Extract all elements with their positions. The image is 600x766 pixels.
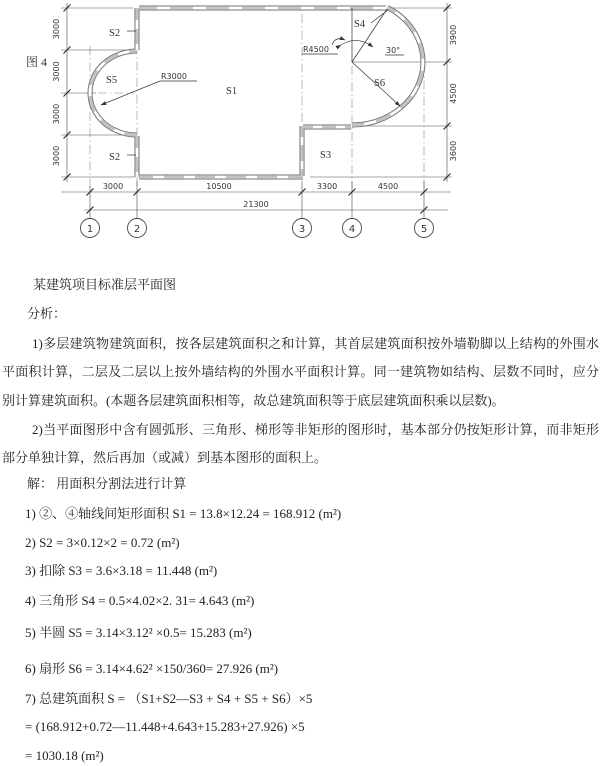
dim-bottom-2: 10500 [206, 182, 232, 191]
region-labels [26, 19, 400, 163]
axis-1: 1 [86, 223, 94, 235]
annotation-leaders [101, 8, 404, 155]
floor-plan-figure [0, 0, 600, 262]
label-s6: S6 [374, 78, 386, 89]
solution-step-7: 7) 总建筑面积 S = （S1+S2—S3 + S4 + S5 + S6）×5 [25, 691, 313, 706]
solution-step-3: 3) 扣除 S3 = 3.6×3.18 = 11.448 (m²) [25, 563, 218, 578]
annotation-r4500: R4500 [303, 45, 329, 54]
axis-4: 4 [348, 223, 356, 235]
dim-right-3: 3600 [449, 140, 458, 162]
dim-bottom-1: 3000 [102, 182, 124, 191]
label-s2-top: S2 [109, 28, 121, 39]
solution-step-4: 4) 三角形 S4 = 0.5×4.02×2. 31= 4.643 (m²) [25, 593, 255, 608]
axis-2: 2 [133, 223, 141, 235]
dim-left-4: 3000 [52, 145, 61, 167]
dim-bottom-total: 21300 [243, 200, 269, 209]
dim-right-1: 3900 [449, 24, 458, 46]
solution-label: 解： 用面积分割法进行计算 [27, 476, 187, 491]
axis-3: 3 [298, 223, 306, 235]
axis-5: 5 [420, 223, 428, 235]
dim-left-1: 3000 [52, 18, 61, 40]
solution-step-6: 6) 扇形 S6 = 3.14×4.62² ×150/360= 27.926 (m²) [25, 661, 279, 676]
dim-bottom-3: 3300 [316, 182, 338, 191]
label-s1: S1 [226, 86, 238, 97]
window-gaps [90, 8, 423, 178]
axis-bubbles [81, 219, 434, 238]
solution-step-2: 2) S2 = 3×0.12×2 = 0.72 (m²) [25, 535, 180, 550]
label-s2-bottom: S2 [109, 152, 121, 163]
annotation-r3000: R3000 [161, 72, 187, 81]
solution-step-5: 5) 半圆 S5 = 3.14×3.12² ×0.5= 15.283 (m²) [25, 625, 252, 640]
label-s3: S3 [320, 150, 332, 161]
analysis-paragraph-2: 2)当平面图形中含有圆弧形、三角形、梯形等非矩形的图形时，基本部分仍按矩形计算，而非矩形部分单独计算，然后再加（或减）到基本图形的面积上。 [2, 422, 599, 466]
analysis-label: 分析： [27, 306, 67, 321]
annotation-angle-30: 30° [386, 46, 401, 55]
dim-left-2: 3000 [52, 61, 61, 82]
figure-caption: 图 4 [26, 55, 48, 69]
dim-left-3: 3000 [52, 103, 61, 125]
label-s5: S5 [106, 75, 118, 86]
axis-grid-lines [90, 12, 424, 190]
page-title: 某建筑项目标准层平面图 [33, 277, 177, 292]
analysis-paragraph-1: 1)多层建筑物建筑面积，按各层建筑面积之和计算，其首层建筑面积按外墙勒脚以上结构的外围水平面积计算，二层及二层以上按外墙结构的外围水平面积计算。同一建筑物如结构、层数不同时，应分别计算建筑面积。(本题各层建筑面积相等，故总建筑面积等于底层建筑面积乘以层数)。 [2, 336, 599, 408]
exterior-walls [90, 8, 423, 178]
solution-step-1: 1) ②、④轴线间矩形面积 S1 = 13.8×12.24 = 168.912 (m²) [25, 506, 342, 521]
solution-step-7-continued: = (168.912+0.72—11.448+4.643+15.283+27.926) ×5 [25, 719, 305, 734]
label-s4: S4 [354, 19, 366, 30]
dim-right-2: 4500 [449, 83, 458, 104]
dim-bottom-4: 4500 [377, 182, 399, 191]
solution-result: = 1030.18 (m²) [25, 748, 104, 763]
